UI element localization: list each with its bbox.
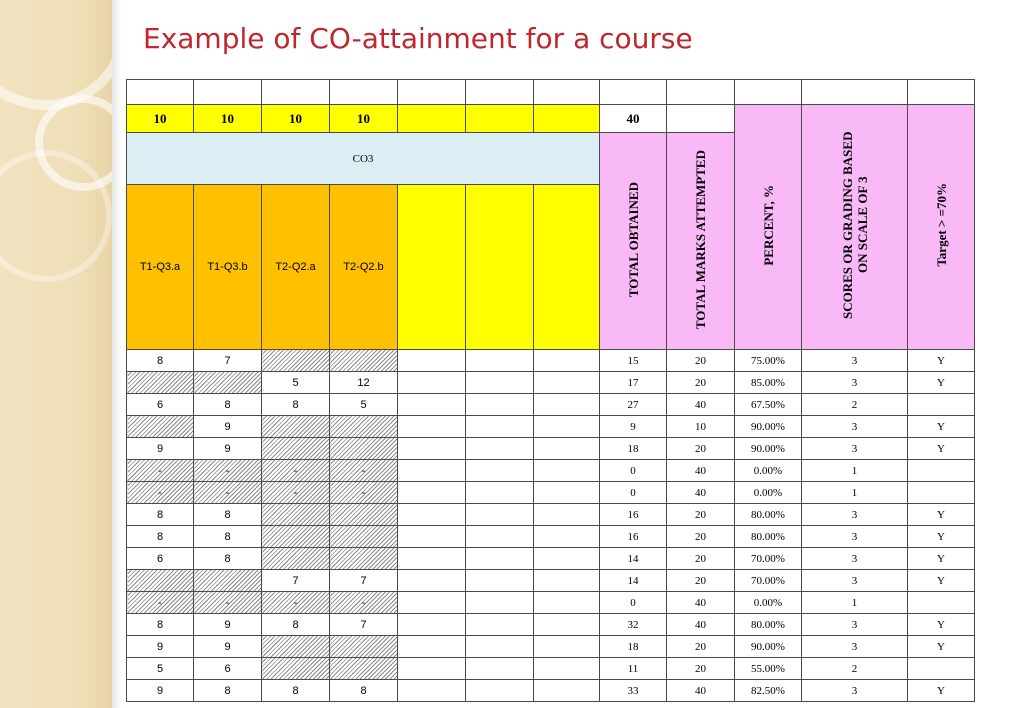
total-obtained-header: TOTAL OBTAINED: [600, 133, 667, 350]
empty-cell: [398, 350, 466, 372]
empty-cell: [534, 592, 600, 614]
question-mark-cell: [127, 416, 194, 438]
question-mark-cell: [127, 372, 194, 394]
total-attempted-cell: 20: [667, 350, 735, 372]
question-mark-cell: [262, 504, 330, 526]
question-mark-cell: [330, 548, 398, 570]
empty-cell: [534, 482, 600, 504]
total-attempted-cell: 20: [667, 372, 735, 394]
weight-cell: 10: [194, 105, 262, 133]
total-obtained-cell: 15: [600, 350, 667, 372]
empty-cell: [398, 614, 466, 636]
question-mark-cell: 6: [194, 658, 262, 680]
question-mark-cell: [194, 570, 262, 592]
score-cell: 2: [802, 394, 908, 416]
question-mark-cell: -: [194, 482, 262, 504]
question-mark-cell: [262, 416, 330, 438]
empty-cell: [466, 526, 534, 548]
blank-row: [127, 80, 975, 105]
empty-cell: [534, 394, 600, 416]
question-mark-cell: 7: [194, 350, 262, 372]
table-row: [127, 636, 975, 658]
percent-cell: 85.00%: [735, 372, 802, 394]
decorative-side-band: [0, 0, 112, 708]
total-obtained-cell: 0: [600, 460, 667, 482]
score-cell: 3: [802, 350, 908, 372]
empty-cell: [466, 416, 534, 438]
question-mark-cell: -: [330, 592, 398, 614]
question-mark-cell: -: [330, 482, 398, 504]
table-row: [127, 372, 975, 394]
table-row: [127, 394, 975, 416]
question-mark-cell: -: [127, 482, 194, 504]
total-obtained-cell: 27: [600, 394, 667, 416]
target-cell: Y: [908, 636, 975, 658]
weight-cell: 10: [330, 105, 398, 133]
total-attempted-cell: 10: [667, 416, 735, 438]
question-mark-cell: 8: [127, 350, 194, 372]
question-mark-cell: -: [194, 592, 262, 614]
empty-cell: [534, 526, 600, 548]
target-cell: [908, 394, 975, 416]
empty-cell: [466, 482, 534, 504]
empty-cell: [398, 548, 466, 570]
empty-cell: [398, 460, 466, 482]
empty-cell: [466, 592, 534, 614]
empty-cell: [466, 680, 534, 702]
total-attempted-cell: 40: [667, 592, 735, 614]
empty-cell: [466, 460, 534, 482]
score-cell: 3: [802, 438, 908, 460]
table-row: [127, 570, 975, 592]
percent-header: PERCENT, %: [735, 105, 802, 350]
question-mark-cell: [330, 350, 398, 372]
empty-question-header: [466, 185, 534, 350]
percent-cell: 80.00%: [735, 526, 802, 548]
empty-cell: [466, 548, 534, 570]
percent-cell: 0.00%: [735, 592, 802, 614]
question-header: T1-Q3.b: [194, 185, 262, 350]
question-mark-cell: 6: [127, 548, 194, 570]
score-cell: 3: [802, 636, 908, 658]
band-shadow: [112, 0, 122, 708]
empty-cell: [262, 80, 330, 105]
target-cell: Y: [908, 504, 975, 526]
question-mark-cell: 8: [194, 526, 262, 548]
target-cell: Y: [908, 350, 975, 372]
empty-cell: [466, 636, 534, 658]
empty-cell: [534, 570, 600, 592]
target-cell: Y: [908, 614, 975, 636]
empty-cell: [398, 592, 466, 614]
total-weight-cell: 40: [600, 105, 667, 133]
total-attempted-cell: 20: [667, 504, 735, 526]
question-mark-cell: 8: [330, 680, 398, 702]
question-mark-cell: -: [262, 482, 330, 504]
empty-cell: [398, 526, 466, 548]
question-mark-cell: -: [127, 592, 194, 614]
question-mark-cell: [330, 526, 398, 548]
question-mark-cell: -: [262, 592, 330, 614]
target-cell: [908, 658, 975, 680]
table-row: [127, 680, 975, 702]
total-attempted-cell: 40: [667, 680, 735, 702]
percent-cell: 0.00%: [735, 460, 802, 482]
empty-cell: [330, 80, 398, 105]
empty-cell: [534, 504, 600, 526]
question-mark-cell: [330, 416, 398, 438]
score-cell: 3: [802, 570, 908, 592]
target-cell: Y: [908, 548, 975, 570]
target-cell: Y: [908, 570, 975, 592]
percent-cell: 75.00%: [735, 350, 802, 372]
total-attempted-cell: 40: [667, 614, 735, 636]
empty-cell: [398, 482, 466, 504]
total-attempted-cell: 40: [667, 482, 735, 504]
co-label: CO3: [127, 133, 600, 185]
empty-cell: [127, 80, 194, 105]
table-row: [127, 416, 975, 438]
empty-cell: [466, 658, 534, 680]
question-mark-cell: -: [127, 460, 194, 482]
empty-cell: [466, 438, 534, 460]
question-mark-cell: 8: [127, 526, 194, 548]
question-header: T2-Q2.a: [262, 185, 330, 350]
score-cell: 3: [802, 416, 908, 438]
percent-cell: 80.00%: [735, 614, 802, 636]
question-mark-cell: 8: [194, 394, 262, 416]
target-cell: [908, 482, 975, 504]
table-row: [127, 592, 975, 614]
percent-cell: 90.00%: [735, 438, 802, 460]
slide-title: Example of CO-attainment for a course: [143, 22, 693, 55]
empty-cell: [534, 416, 600, 438]
empty-cell: [534, 350, 600, 372]
question-mark-cell: [262, 636, 330, 658]
percent-cell: 70.00%: [735, 570, 802, 592]
question-mark-cell: 9: [194, 614, 262, 636]
table-row: [127, 526, 975, 548]
question-mark-cell: 9: [127, 636, 194, 658]
question-mark-cell: 8: [194, 680, 262, 702]
question-mark-cell: [262, 658, 330, 680]
question-mark-cell: [262, 438, 330, 460]
empty-cell: [466, 504, 534, 526]
table-row: [127, 658, 975, 680]
table-row: [127, 460, 975, 482]
empty-cell: [466, 80, 534, 105]
weight-cell: [398, 105, 466, 133]
question-header: T1-Q3.a: [127, 185, 194, 350]
table-row: [127, 504, 975, 526]
empty-cell: [398, 570, 466, 592]
empty-cell: [398, 394, 466, 416]
target-header: Target > =70%: [908, 105, 975, 350]
target-cell: Y: [908, 372, 975, 394]
question-mark-cell: 7: [330, 570, 398, 592]
empty-cell: [534, 460, 600, 482]
question-mark-cell: 8: [194, 504, 262, 526]
total-attempted-cell: 20: [667, 636, 735, 658]
percent-cell: 90.00%: [735, 636, 802, 658]
target-cell: Y: [908, 438, 975, 460]
question-mark-cell: 6: [127, 394, 194, 416]
weight-cell: 10: [127, 105, 194, 133]
target-cell: [908, 460, 975, 482]
empty-cell: [466, 614, 534, 636]
total-obtained-cell: 14: [600, 570, 667, 592]
empty-cell: [735, 80, 802, 105]
empty-cell: [398, 636, 466, 658]
question-mark-cell: 9: [127, 680, 194, 702]
table-row: [127, 438, 975, 460]
total-obtained-cell: 16: [600, 504, 667, 526]
question-mark-cell: 5: [262, 372, 330, 394]
percent-cell: 70.00%: [735, 548, 802, 570]
scores-header: SCORES OR GRADING BASED ON SCALE OF 3: [802, 105, 908, 350]
empty-cell: [534, 80, 600, 105]
empty-cell: [398, 504, 466, 526]
question-mark-cell: -: [194, 460, 262, 482]
co-attainment-table: [126, 79, 975, 702]
target-cell: [908, 592, 975, 614]
empty-cell: [466, 350, 534, 372]
empty-cell: [534, 614, 600, 636]
question-mark-cell: 5: [127, 658, 194, 680]
empty-cell: [600, 80, 667, 105]
empty-question-header: [398, 185, 466, 350]
question-mark-cell: -: [330, 460, 398, 482]
score-cell: 1: [802, 460, 908, 482]
total-obtained-cell: 32: [600, 614, 667, 636]
table-row: [127, 350, 975, 372]
question-mark-cell: 9: [127, 438, 194, 460]
percent-cell: 82.50%: [735, 680, 802, 702]
total-attempted-cell: 20: [667, 438, 735, 460]
question-mark-cell: [262, 350, 330, 372]
weight-cell: 10: [262, 105, 330, 133]
total-attempted-cell: 40: [667, 394, 735, 416]
score-cell: 1: [802, 592, 908, 614]
empty-cell: [534, 548, 600, 570]
score-cell: 3: [802, 372, 908, 394]
empty-cell: [466, 372, 534, 394]
total-obtained-cell: 11: [600, 658, 667, 680]
empty-cell: [534, 636, 600, 658]
decorative-ring: [0, 0, 112, 110]
empty-cell: [398, 372, 466, 394]
question-mark-cell: [330, 438, 398, 460]
empty-cell: [398, 416, 466, 438]
question-mark-cell: -: [262, 460, 330, 482]
target-cell: Y: [908, 416, 975, 438]
percent-cell: 0.00%: [735, 482, 802, 504]
total-obtained-cell: 33: [600, 680, 667, 702]
question-mark-cell: 9: [194, 636, 262, 658]
question-mark-cell: [194, 372, 262, 394]
total-obtained-cell: 17: [600, 372, 667, 394]
empty-cell: [534, 658, 600, 680]
empty-cell: [534, 438, 600, 460]
total-obtained-cell: 0: [600, 592, 667, 614]
question-mark-cell: 5: [330, 394, 398, 416]
percent-cell: 90.00%: [735, 416, 802, 438]
total-obtained-cell: 0: [600, 482, 667, 504]
score-cell: 3: [802, 614, 908, 636]
empty-cell: [466, 570, 534, 592]
total-attempted-cell: 20: [667, 526, 735, 548]
question-mark-cell: 9: [194, 416, 262, 438]
question-mark-cell: [127, 570, 194, 592]
empty-cell: [398, 80, 466, 105]
empty-cell: [667, 80, 735, 105]
score-cell: 3: [802, 548, 908, 570]
total-obtained-cell: 16: [600, 526, 667, 548]
empty-cell: [802, 80, 908, 105]
question-mark-cell: [330, 636, 398, 658]
question-mark-cell: 8: [127, 614, 194, 636]
question-mark-cell: [262, 526, 330, 548]
question-mark-cell: 8: [262, 394, 330, 416]
total-obtained-cell: 9: [600, 416, 667, 438]
score-cell: 3: [802, 504, 908, 526]
empty-cell: [466, 394, 534, 416]
question-mark-cell: 7: [330, 614, 398, 636]
total-attempted-cell: 20: [667, 548, 735, 570]
empty-cell: [534, 372, 600, 394]
total-obtained-cell: 14: [600, 548, 667, 570]
total-obtained-cell: 18: [600, 438, 667, 460]
score-cell: 3: [802, 680, 908, 702]
percent-cell: 55.00%: [735, 658, 802, 680]
percent-cell: 80.00%: [735, 504, 802, 526]
empty-cell: [398, 438, 466, 460]
score-cell: 3: [802, 526, 908, 548]
question-mark-cell: 12: [330, 372, 398, 394]
empty-cell: [667, 105, 735, 133]
table-row: [127, 548, 975, 570]
question-mark-cell: 8: [262, 614, 330, 636]
weight-cell: [466, 105, 534, 133]
question-header: T2-Q2.b: [330, 185, 398, 350]
table-row: [127, 614, 975, 636]
total-attempted-cell: 20: [667, 570, 735, 592]
total-obtained-cell: 18: [600, 636, 667, 658]
weights-row: [127, 105, 975, 133]
total-attempted-cell: 40: [667, 460, 735, 482]
question-mark-cell: 7: [262, 570, 330, 592]
target-cell: Y: [908, 680, 975, 702]
empty-cell: [398, 680, 466, 702]
question-mark-cell: [262, 548, 330, 570]
score-cell: 1: [802, 482, 908, 504]
question-mark-cell: 9: [194, 438, 262, 460]
score-cell: 2: [802, 658, 908, 680]
total-attempted-header: TOTAL MARKS ATTEMPTED: [667, 133, 735, 350]
table-row: [127, 482, 975, 504]
empty-cell: [534, 680, 600, 702]
question-mark-cell: 8: [194, 548, 262, 570]
weight-cell: [534, 105, 600, 133]
empty-cell: [398, 658, 466, 680]
empty-cell: [194, 80, 262, 105]
total-attempted-cell: 20: [667, 658, 735, 680]
question-mark-cell: [330, 504, 398, 526]
question-mark-cell: 8: [262, 680, 330, 702]
empty-question-header: [534, 185, 600, 350]
question-mark-cell: [330, 658, 398, 680]
percent-cell: 67.50%: [735, 394, 802, 416]
target-cell: Y: [908, 526, 975, 548]
question-mark-cell: 8: [127, 504, 194, 526]
empty-cell: [908, 80, 975, 105]
